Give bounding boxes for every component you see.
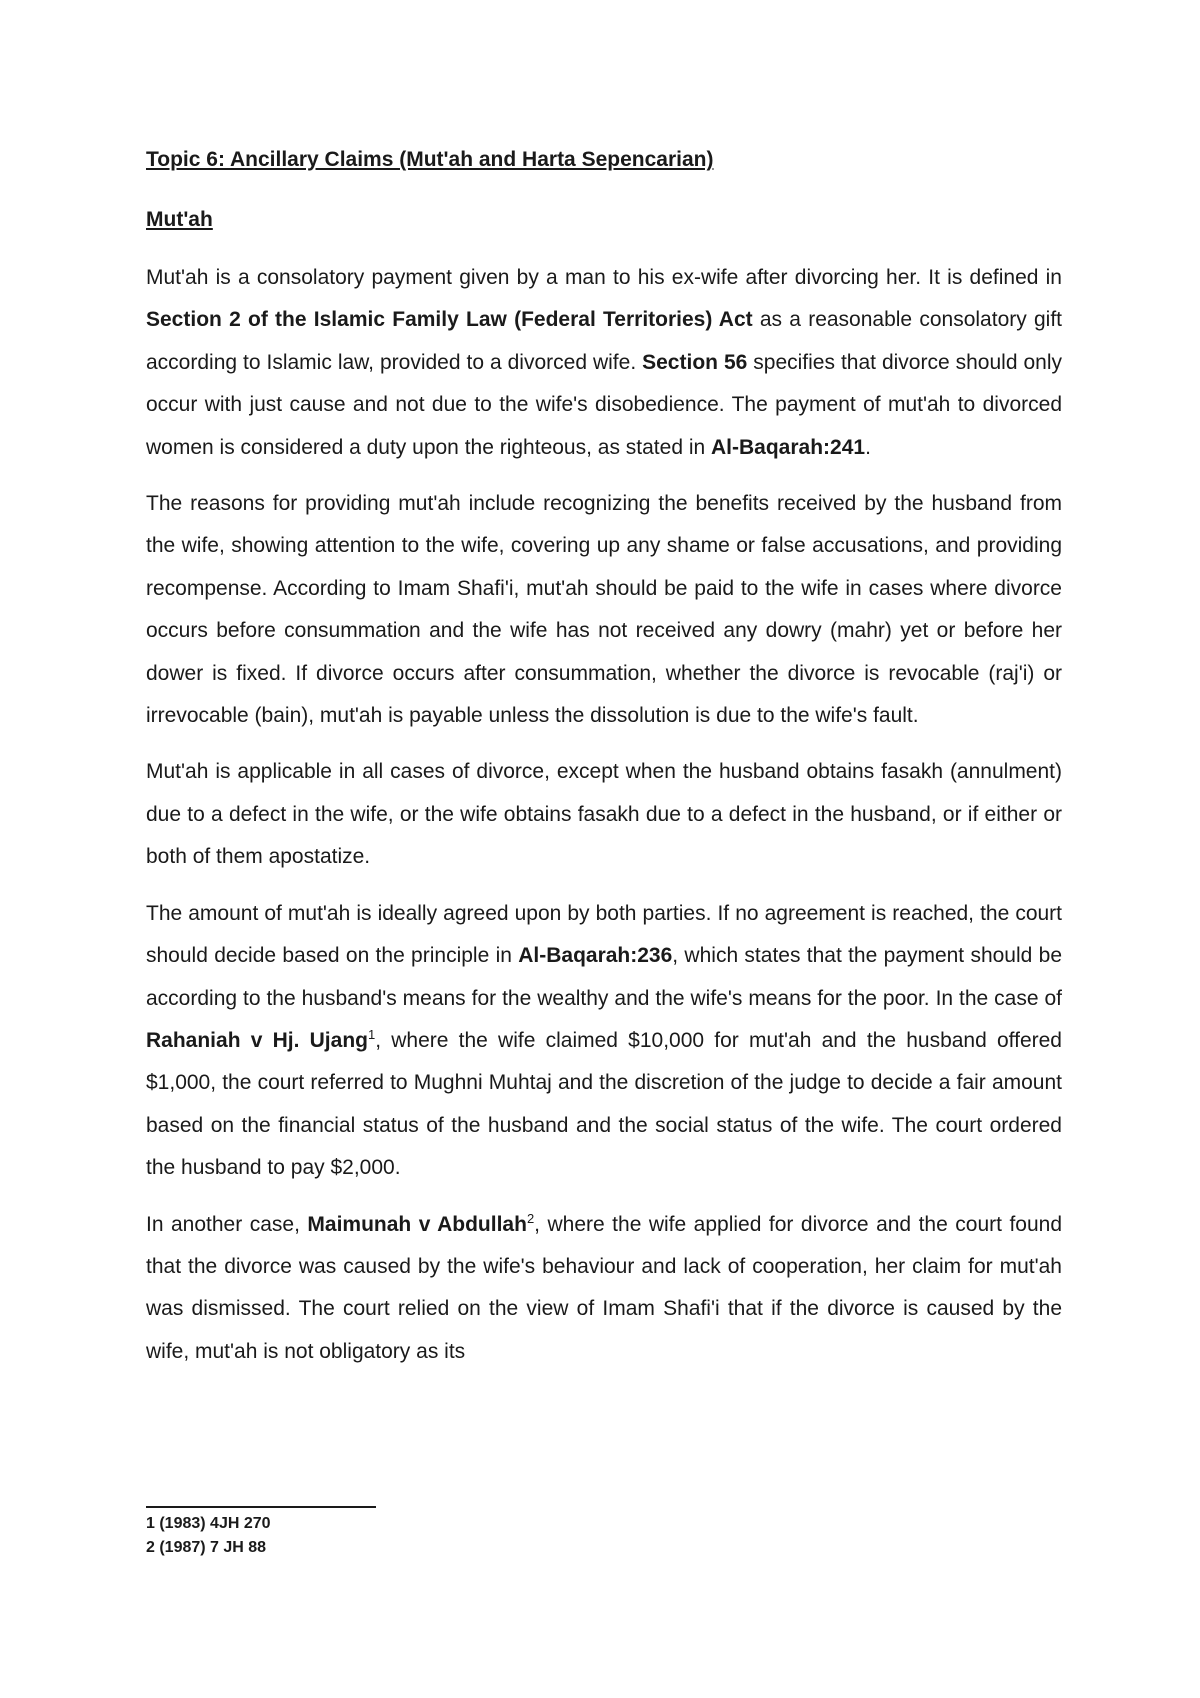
paragraph-text: specifies that divorce should only occur with just cause and not due to the wife's disobedience. The payment of mut'ah to divorced women is considered a duty upon the righteous, as stated in (146, 350, 1062, 459)
paragraph-text: , where the wife applied for divorce and the court found that the divorce was caused by the wife's behaviour and lack of cooperation, her claim for mut'ah was dismissed. The court relied on the view of Imam Shafi'i that if the divorce is caused by the wife, mut'ah is not obligatory as its (146, 1212, 1063, 1363)
bold-reference: Al-Baqarah:236 (518, 944, 673, 968)
case-name: Rahaniah v Hj. Ujang (146, 1028, 368, 1052)
footnote-1: 1 (1983) 4JH 270 (146, 1515, 271, 1532)
paragraph-text: . (865, 435, 871, 459)
paragraph-amount (146, 893, 1062, 1190)
paragraph-text: , which states that the payment should be according to the husband's means for the wealthy and the wife's means for the poor. In the case of (146, 944, 1062, 1010)
bold-reference: Al-Baqarah:241 (711, 435, 866, 459)
paragraph-definition (146, 257, 1062, 469)
footnote-separator (146, 1506, 376, 1508)
footnote-marker: 1 (367, 1026, 376, 1042)
paragraph-text: , where the wife claimed $10,000 for mut'ah and the husband offered $1,000, the court referred to Mughni Muhtaj and the discretion of the judge to decide a fair amount based on the financial status of the husband and the social status of the wife. The court ordered the husband to pay $2,000. (146, 1028, 1062, 1180)
paragraph-text: The amount of mut'ah is ideally agreed upon by both parties. If no agreement is reached, the court should decide based on the principle in (146, 901, 1062, 968)
bold-reference: Section 56 (642, 350, 748, 374)
paragraph-applicability: Mut'ah is applicable in all cases of divorce, except when the husband obtains fasakh (annulment) due to a defect in the wife, or the wife obtains fasakh due to a defect in the husband, or if either or both of them apostatize. (146, 760, 1062, 869)
paragraph-reasons: The reasons for providing mut'ah include recognizing the benefits received by the husband from the wife, showing attention to the wife, covering up any shame or false accusations, and providing recompense. According to Imam Shafi'i, mut'ah should be paid to the wife in cases where divorce occurs before consummation and the wife has not received any dowry (mahr) yet or before her dower is fixed. If divorce occurs after consummation, whether the divorce is revocable (raj'i) or irrevocable (bain), mut'ah is payable unless the dissolution is due to the wife's fault. (146, 492, 1062, 728)
bold-reference: Section 2 of the Islamic Family Law (Federal Territories) Act (146, 308, 753, 332)
footnotes (146, 1512, 271, 1560)
paragraph-another-case (146, 1204, 1062, 1374)
paragraph-text: In another case, (146, 1212, 308, 1236)
topic-title: Topic 6: Ancillary Claims (Mut'ah and Harta Sepencarian) (146, 148, 714, 171)
document-body (146, 143, 1062, 1387)
paragraph-text: Mut'ah is a consolatory payment given by a man to his ex-wife after divorcing her. It is defined in (146, 266, 1062, 289)
footnote-marker: 2 (526, 1210, 535, 1226)
paragraph-text: as a reasonable consolatory gift according to Islamic law, provided to a divorced wife. (146, 308, 1062, 374)
case-name: Maimunah v Abdullah (307, 1212, 527, 1236)
footnote-2: 2 (1987) 7 JH 88 (146, 1539, 267, 1556)
section-heading-mutah: Mut'ah (146, 208, 213, 231)
